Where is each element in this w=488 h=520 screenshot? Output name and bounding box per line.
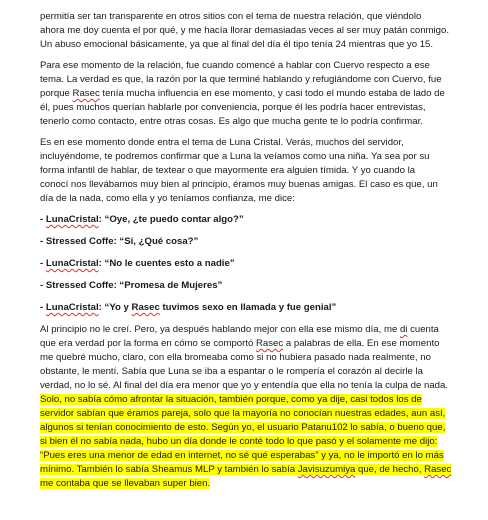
text-line: tema. La verdad es que, la razón por la que terminé hablando y refugiándome con Cuervo, fue xyxy=(40,74,442,85)
text-fragment: : “Oye, ¿te puedo contar algo?” xyxy=(98,214,244,225)
highlighted-text: algunos si tenían conocimiento de esto. Según yo, el usuario Patanu102 lo sabía, o bueno que, xyxy=(40,422,446,433)
misspelled-word[interactable]: Javisuzumiya xyxy=(297,464,356,475)
text-line xyxy=(40,87,474,101)
misspelled-word[interactable]: Rasec xyxy=(424,464,452,475)
text-line xyxy=(40,435,474,449)
text-fragment: tuvimos sexo en llamada y fue genial” xyxy=(159,302,337,313)
text-line: incluyéndome, te podremos confirmar que a Luna la veíamos como una niña. Ya sea por su xyxy=(40,151,430,162)
text-line xyxy=(40,337,474,351)
highlighted-text: me contaba que se llevaban super bien. xyxy=(40,478,211,489)
text-fragment: porque xyxy=(40,88,73,99)
text-fragment: que era verdad por la forma en cómo se comportó xyxy=(40,338,256,349)
text-line xyxy=(40,421,474,435)
text-line: ahora me doy cuenta el por qué, y me hacía llorar demasiadas veces al ser muy patán conmigo. xyxy=(40,25,450,36)
text-fragment: cuenta xyxy=(407,324,439,335)
text-fragment: que, de hecho, xyxy=(355,464,425,475)
text-fragment: : “Yo y xyxy=(98,302,132,313)
text-line xyxy=(40,393,474,407)
paragraph xyxy=(40,323,474,393)
text-line: forma infantil de hablar, de textear o que mayormente era alguien tímida. Y yo cuando la xyxy=(40,165,416,176)
dialog-line xyxy=(40,213,474,227)
misspelled-word[interactable]: di xyxy=(399,324,408,335)
highlighted-text xyxy=(40,464,451,475)
misspelled-word[interactable]: Rasec xyxy=(72,88,100,99)
text-line: me quebré mucho, claro, con ella bromeaba como si no hubiera pasado nada realmente, no xyxy=(40,352,431,363)
highlighted-text: servidor sabían que éramos pareja, solo que la mayoría no conocían nuestras edades, aun así, xyxy=(40,408,446,419)
text-fragment: a palabras de ella. En ese momento xyxy=(283,338,440,349)
text-line xyxy=(40,323,474,337)
text-line: Un abuso emocional básicamente, ya que al final del día él tipo tenía 24 mientras que yo 15. xyxy=(40,39,434,50)
text-line: Es en ese momento donde entra el tema de Luna Cristal. Verás, muchos del servidor, xyxy=(40,137,404,148)
paragraph xyxy=(40,10,474,52)
misspelled-word[interactable]: Rasec xyxy=(131,302,160,313)
misspelled-word[interactable]: LunaCristal xyxy=(45,214,99,225)
dialog-line: - Stressed Coffe: “Promesa de Mujeres” xyxy=(40,280,223,291)
text-line: permitía ser tan transparente en otros sitios con el tema de nuestra relación, que viéndolo xyxy=(40,11,422,22)
misspelled-word[interactable]: Rasec xyxy=(255,338,284,349)
text-line: día de la nada, como ella y yo teníamos confianza, me dice: xyxy=(40,193,295,204)
text-line: obstante, le mentí. Sabía que Luna se iba a espantar o le rompería el corazón al decirle la xyxy=(40,366,423,377)
highlighted-paragraph xyxy=(40,393,474,491)
misspelled-word[interactable]: LunaCristal xyxy=(45,258,99,269)
dialog-line xyxy=(40,301,474,315)
dash: - xyxy=(40,302,46,313)
text-line xyxy=(40,407,474,421)
text-line xyxy=(40,463,474,477)
highlighted-text: si bien él no sabía nada, hubo un día donde le conté todo lo que pasó y el solamente me dijo: xyxy=(40,436,438,447)
text-line: conocí nos llevábamos muy bien al principio, éramos muy buenas amigas. El caso es que, un xyxy=(40,179,438,190)
text-line: tenerlo como contacto, entre otras cosas. Es algo que mucha gente te lo podría confirmar. xyxy=(40,116,423,127)
dialog-line xyxy=(40,257,474,271)
highlighted-text: “Pues eres una menor de edad en internet, no sé qué esperabas” y ya, no le importó en lo más xyxy=(40,450,444,461)
text-line: verdad, no lo sé. Al final del día era menor que yo y entendía que ella no tenía la culpa de nada. xyxy=(40,380,449,391)
dialog-line: - Stressed Coffe: “Si, ¿Qué cosa?” xyxy=(40,236,199,247)
text-fragment: mínimo. También lo sabía Sheamus MLP y también lo sabía xyxy=(40,464,298,475)
highlighted-text: Solo, no sabía cómo afrontar la situación, también porque, como ya dije, casi todos los de xyxy=(40,394,422,405)
text-fragment: tenía mucha influencia en ese momento, y casi todo el mundo estaba de lado de xyxy=(99,88,445,99)
text-line xyxy=(40,449,474,463)
misspelled-word[interactable]: LunaCristal xyxy=(45,302,99,313)
text-fragment: : “No le cuentes esto a nadie” xyxy=(98,258,235,269)
text-line xyxy=(40,477,474,491)
dash: - xyxy=(40,214,46,225)
paragraph xyxy=(40,59,474,129)
text-line: Para ese momento de la relación, fue cuando comencé a hablar con Cuervo respecto a ese xyxy=(40,60,430,71)
text-line: él, pues muchos querían hablarle por conveniencia, porque él les podría hacer entrevistas, xyxy=(40,102,426,113)
dash: - xyxy=(40,258,46,269)
paragraph xyxy=(40,136,474,206)
text-fragment: Al principio no le creí. Pero, ya después hablando mejor con ella ese mismo día, me xyxy=(40,324,400,335)
